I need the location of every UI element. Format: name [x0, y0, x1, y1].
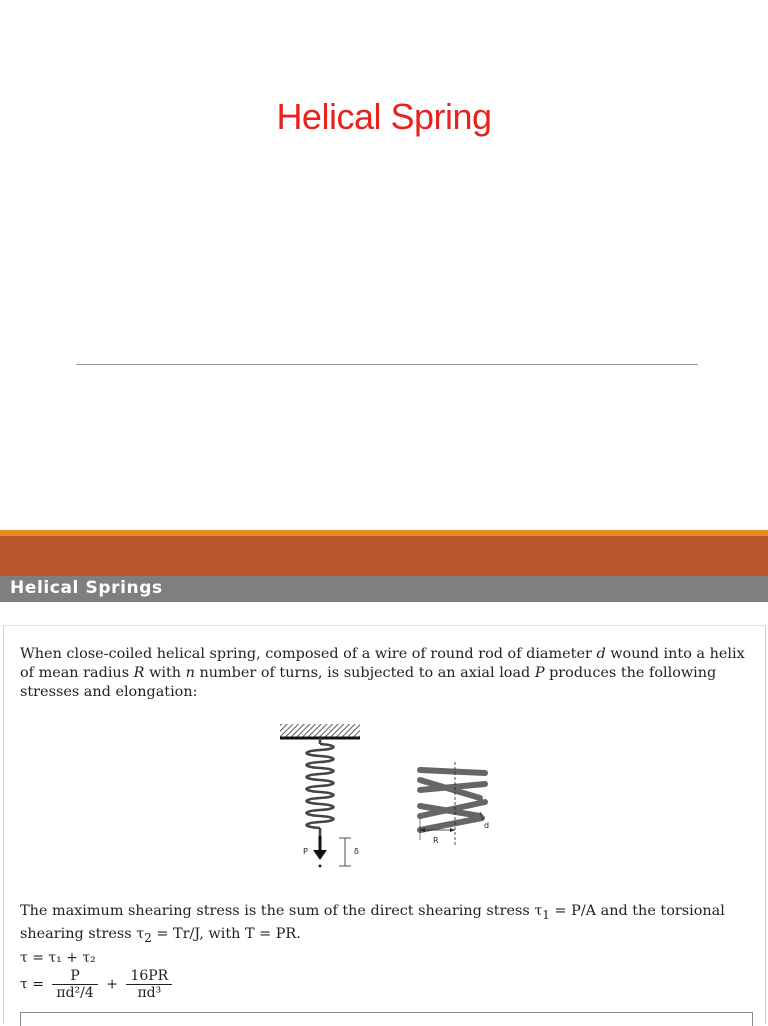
text-segment: wound into a helix of mean radius — [20, 646, 745, 681]
var-n: n — [185, 665, 195, 681]
divider-line — [76, 364, 698, 365]
fraction-direct — [52, 968, 97, 1001]
stress-paragraph — [20, 902, 755, 948]
ground-dot — [319, 865, 322, 868]
plus-sign: + — [106, 976, 118, 993]
text-segment: = P/A and the torsional shearing stress τ — [20, 903, 725, 942]
label-d: d — [484, 821, 490, 830]
equation-stress-expansion — [20, 968, 176, 1001]
load-arrow-head — [313, 850, 327, 860]
numerator: P — [52, 968, 97, 985]
numerator: 16PR — [126, 968, 172, 985]
text-segment: with — [144, 665, 186, 681]
text-segment: produces the following stresses and elongation: — [20, 665, 717, 700]
section-heading: Helical Springs — [10, 578, 163, 598]
intro-paragraph — [20, 645, 755, 702]
text-segment: When close-coiled helical spring, composed of a wire of round rod of diameter — [20, 646, 597, 662]
denominator: πd³ — [137, 985, 162, 1001]
fraction-torsional — [126, 968, 172, 1001]
equation-total-stress: τ = τ₁ + τ₂ — [20, 950, 96, 966]
spring-figure — [270, 718, 510, 878]
text-segment: The maximum shearing stress is the sum of the direct shearing stress τ — [20, 903, 543, 919]
section-bar — [0, 576, 768, 602]
subscript: 2 — [144, 930, 152, 945]
label-P: P — [303, 847, 308, 856]
var-P: P — [534, 665, 545, 681]
header-band — [0, 536, 768, 576]
right-spring — [420, 770, 485, 830]
var-R: R — [133, 665, 145, 681]
support-hatch — [280, 724, 360, 738]
text-segment: number of turns, is subjected to an axial load — [194, 665, 535, 681]
var-d: d — [596, 646, 606, 662]
subscript: 1 — [542, 907, 550, 922]
denominator: πd²/4 — [56, 985, 94, 1001]
R-arrow-right — [450, 828, 455, 832]
slide-title: Helical Spring — [276, 96, 492, 137]
eq-lhs: τ = — [20, 976, 44, 993]
left-spring — [307, 738, 334, 836]
label-delta: δ — [354, 847, 359, 856]
label-R: R — [433, 836, 439, 845]
text-segment: = Tr/J, with T = PR. — [151, 925, 301, 942]
